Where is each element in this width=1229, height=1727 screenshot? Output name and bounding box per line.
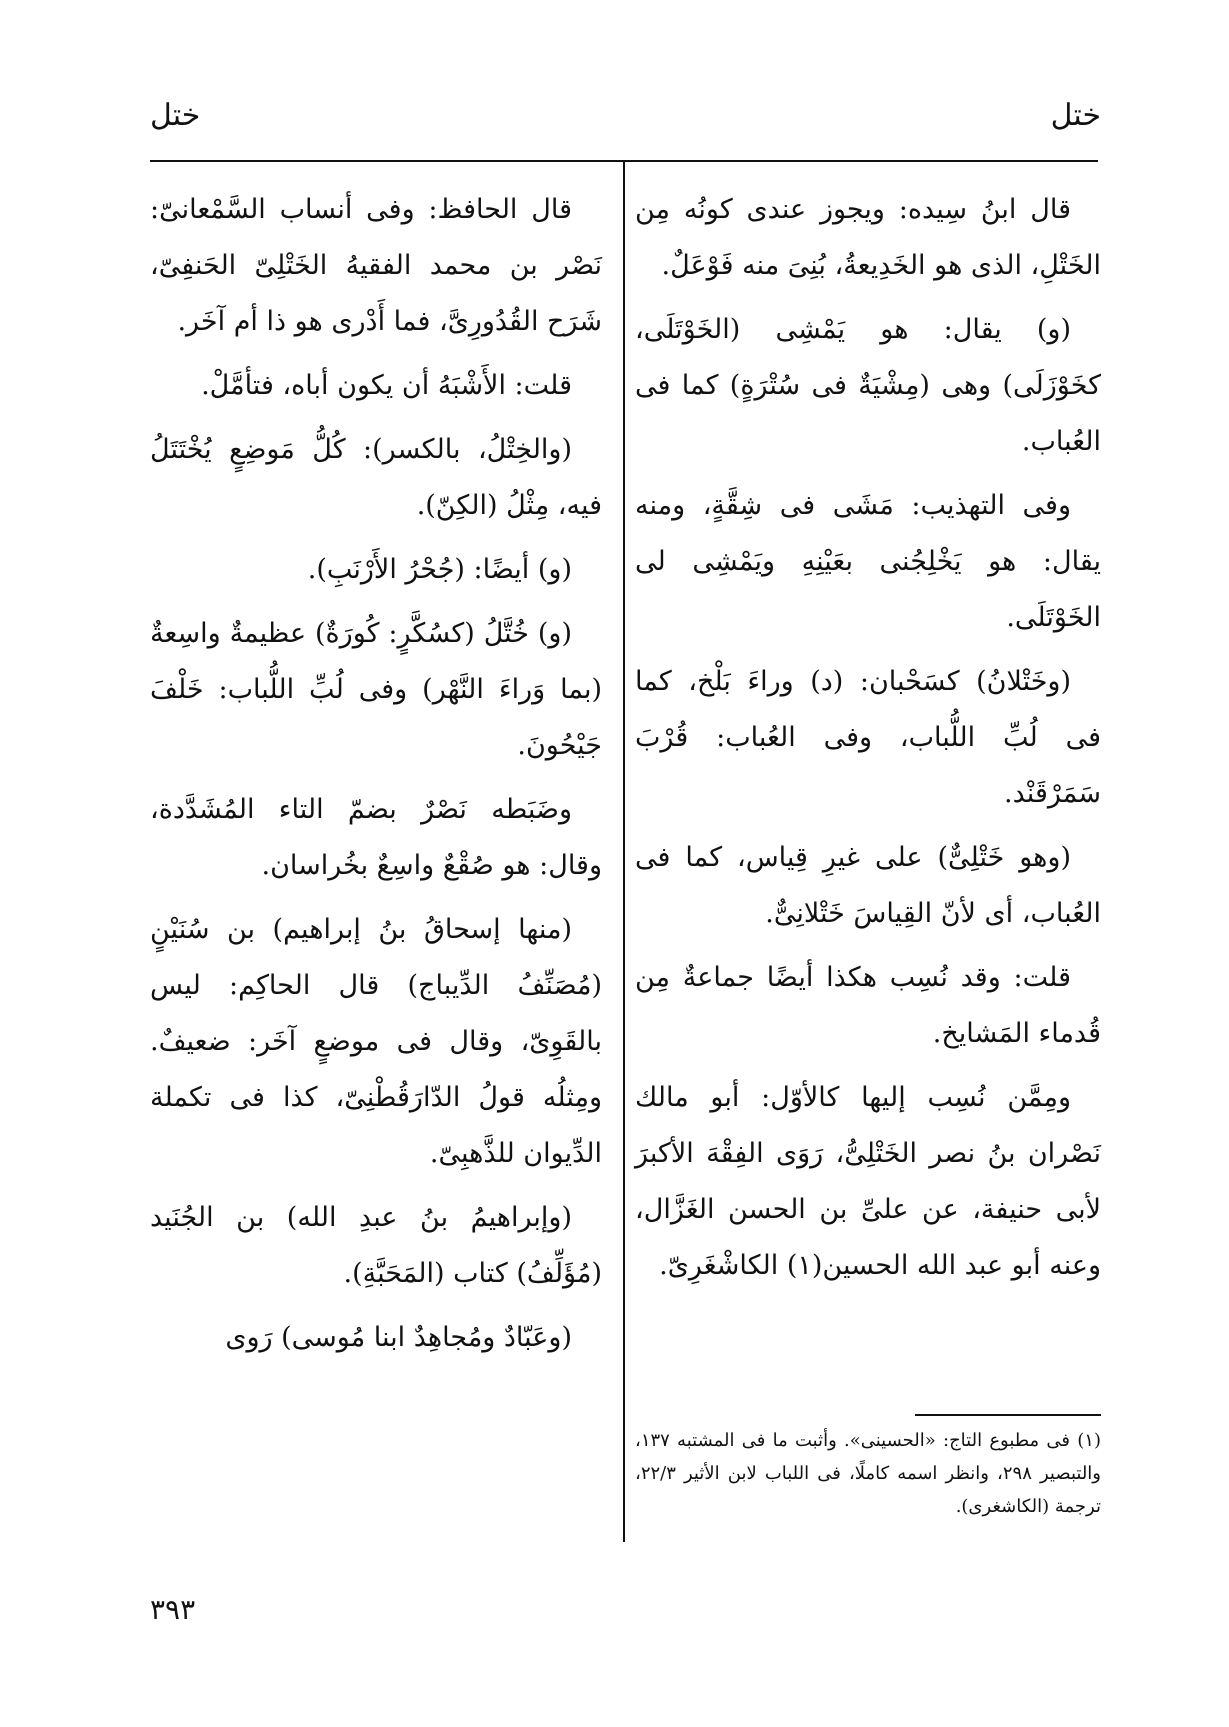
paragraph: قلت: الأَشْبَهُ أن يكون أباه، فتأمَّلْ.	[201, 370, 572, 401]
paragraph: (منها إسحاقُ بنُ إبراهيم) بن سُنَيْنٍ (مُصَنِّفُ الدِّيباج) قال الحاكِم: ليس بالقَوِىّ، وقال فى موضعٍ آخَر: ضعيفٌ. ومِثلُه قولُ الدّارَقُطْنِىّ، كذا فى تكملة الدِّيوان للذَّهبِىّ.	[150, 914, 602, 1169]
paragraph: (وهو خَتْلِىٌّ) على غيرِ قِياس، كما فى العُباب، أى لأنّ القِياسَ خَتْلانِىٌّ.	[635, 842, 1101, 929]
right-column	[635, 182, 1101, 1302]
column-divider	[623, 162, 625, 1542]
paragraph: وفى التهذيب: مَشَى فى شِقَّةٍ، ومنه يقال: هو يَخْلِجُنى بعَيْنِهِ ويَمْشِى لى الخَوْتَلَى.	[635, 490, 1101, 633]
paragraph: ومِمَّن نُسِب إليها كالأوّل: أبو مالك نَصْران بنُ نصر الخَتْلِىُّ، رَوَى الفِقْهَ الأكبرَ لأبى حنيفة، عن علىِّ بن الحسن الغَزَّال، وعنه أبو عبد الله الحسين(١) الكاشْغَرِىّ.	[635, 1082, 1101, 1281]
paragraph: قلت: وقد نُسِب هكذا أيضًا جماعةٌ مِن قُدماء المَشايخ.	[635, 962, 1101, 1049]
footnote: (١) فى مطبوع التاج: «الحسينى». وأثبت ما فى المشتبه ١٣٧، والتبصير ٢٩٨، وانظر اسمه كاملًا، فى اللباب لابن الأثير ٢٢/٣، ترجمة (الكاشغرى).	[635, 1430, 1101, 1517]
paragraph: (و) يقال: هو يَمْشِى (الخَوْتَلَى، كخَوْزَلَى) وهى (مِشْيَةٌ فى سُتْرَةٍ) كما فى العُباب.	[635, 314, 1101, 457]
paragraph: (و) أيضًا: (جُحْرُ الأَرْنَبِ).	[307, 554, 572, 585]
paragraph: (وعَبّادٌ ومُجاهِدٌ ابنا مُوسى) رَوى	[225, 1322, 572, 1353]
paragraph: (والخِتْلُ، بالكسر): كُلُّ مَوضِعٍ يُخْتَتَلُ فيه، مِثْلُ (الكِنّ).	[150, 434, 602, 521]
footnote-rule	[915, 1414, 1101, 1416]
paragraph: (و) خُتَّلُ (كسُكَّرٍ: كُورَةٌ) عظيمةٌ واسِعةٌ (بما وَراءَ النَّهْر) وفى لُبِّ اللُّباب: خَلْفَ جَيْحُونَ.	[150, 618, 602, 761]
paragraph: (وخَتْلانُ) كسَحْبان: (د) وراءَ بَلْخ، كما فى لُبِّ اللُّباب، وفى العُباب: قُرْبَ سَمَرْقَنْد.	[635, 666, 1101, 809]
paragraph: وضَبَطه نَصْرٌ بضمّ التاء المُشَدَّدة، وقال: هو صُقْعٌ واسِعٌ بخُراسان.	[150, 794, 602, 881]
paragraph: قال الحافظ: وفى أنساب السَّمْعانىّ: نَصْر بن محمد الفقيهُ الخَتْلِىّ الحَنفِىّ، شَرَح القُدُورِىَّ، فما أَدْرى هو ذا أم آخَر.	[150, 194, 602, 337]
left-column	[150, 182, 602, 1374]
running-head-left: ختل	[150, 98, 201, 133]
running-head-right: ختل	[1050, 98, 1101, 133]
paragraph: قال ابنُ سِيده: ويجوز عندى كونُه مِن الخَتْلِ، الذى هو الخَدِيعةُ، بُنِىَ منه فَوْعَلٌ.	[635, 194, 1101, 281]
paragraph: (وإبراهيمُ بنُ عبدِ الله) بن الجُنَيد (مُؤَلِّفُ) كتاب (المَحَبَّةِ).	[150, 1202, 602, 1289]
page-number: ٣٩٣	[150, 1593, 196, 1626]
